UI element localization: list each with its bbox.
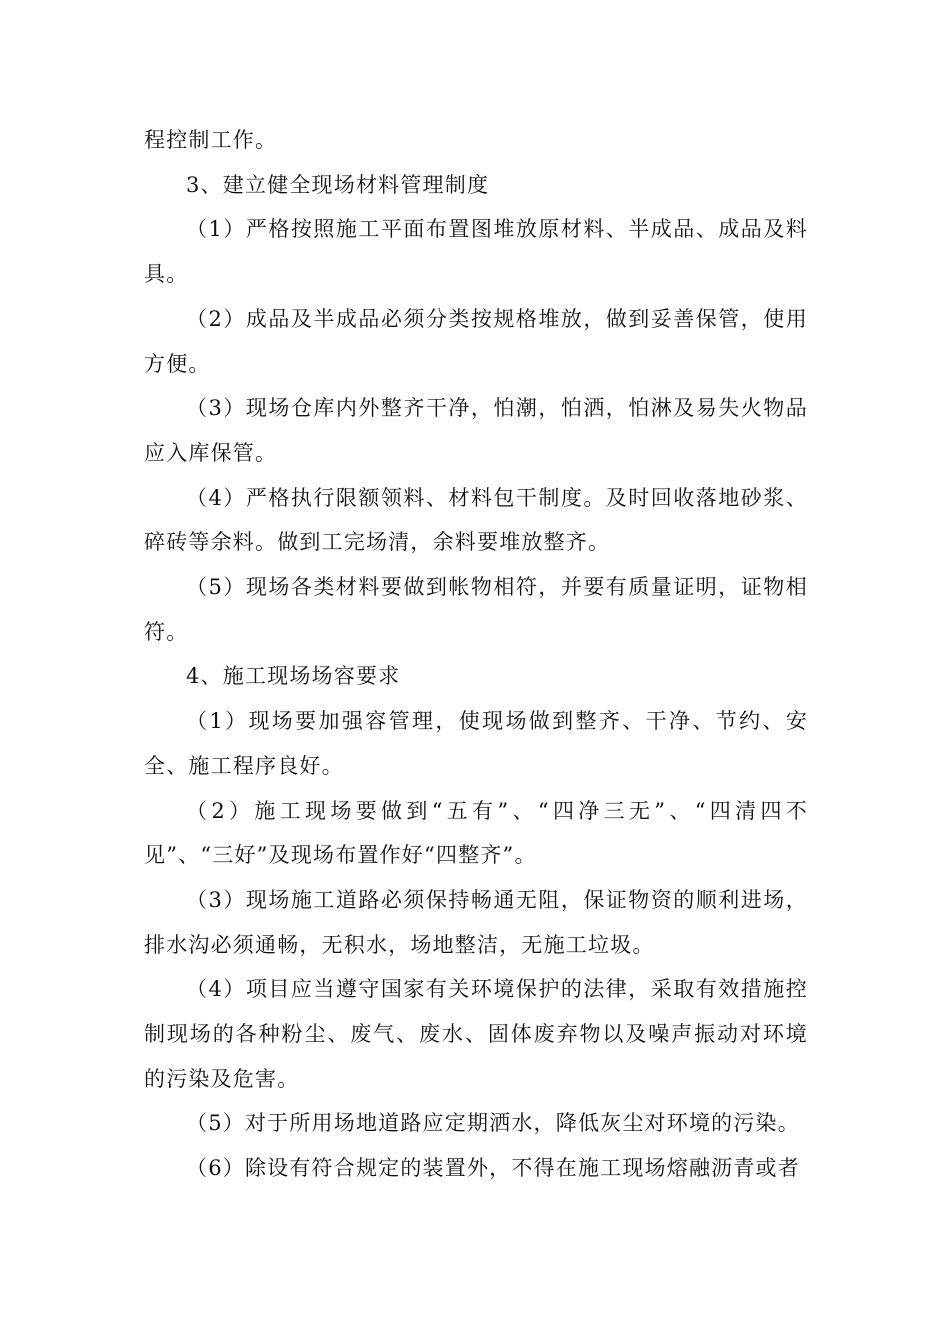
paragraph-4-5: （5）对于所用场地道路应定期洒水，降低灰尘对环境的污染。	[186, 1111, 800, 1136]
document-body	[144, 118, 808, 1191]
paragraph-3-1: （1）严格按照施工平面布置图堆放原材料、半成品、成品及料具。	[144, 217, 808, 287]
section-heading-3: 3、建立健全现场材料管理制度	[186, 172, 490, 197]
paragraph-3-5: （5）现场各类材料要做到帐物相符，并要有质量证明，证物相符。	[144, 575, 808, 644]
paragraph-3-4: （4）严格执行限额领料、材料包干制度。及时回收落地砂浆、碎砖等余料。做到工完场清，余料要堆放整齐。	[144, 485, 808, 555]
paragraph-4-1: （1）现场要加强容管理，使现场做到整齐、干净、节约、安全、施工程序良好。	[144, 709, 808, 778]
paragraph-4-4: （4）项目应当遵守国家有关环境保护的法律，采取有效措施控制现场的各种粉尘、废气、废水、固体废弃物以及噪声振动对环境的污染及危害。	[144, 977, 808, 1091]
paragraph-continuation: 程控制工作。	[144, 128, 278, 152]
paragraph-3-3: （3）现场仓库内外整齐干净，怕潮，怕洒，怕淋及易失火物品应入库保管。	[144, 396, 808, 465]
paragraph-3-2: （2）成品及半成品必须分类按规格堆放，做到妥善保管，使用方便。	[144, 306, 808, 376]
paragraph-4-6: （6）除设有符合规定的装置外，不得在施工现场熔融沥青或者	[186, 1156, 800, 1181]
paragraph-4-2: （2）施工现场要做到“五有”、“四净三无”、“四清四不见”、“三好”及现场布置作好“四整齐”。	[144, 798, 808, 868]
paragraph-4-3: （3）现场施工道路必须保持畅通无阻，保证物资的顺利进场，排水沟必须通畅，无积水，场地整洁，无施工垃圾。	[144, 887, 808, 957]
section-heading-4: 4、施工现场场容要求	[186, 664, 401, 689]
